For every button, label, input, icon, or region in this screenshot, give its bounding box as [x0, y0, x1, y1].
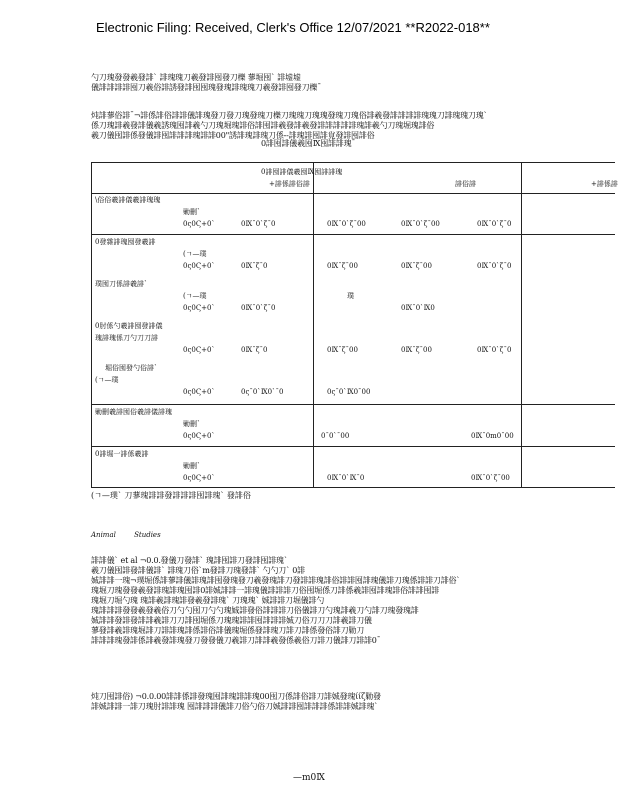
table-cell: 0Ⅸ¯0`ζ¯00 [471, 474, 510, 482]
paragraph-1 [91, 73, 616, 93]
paragraph-2 [91, 111, 616, 141]
row-sublabel: 0ς0Ϛ+0` [183, 220, 216, 228]
row-sublabel: (ㄱ—璞 [183, 250, 207, 258]
row-sublabel: 0ς0Ϛ+0` [183, 346, 216, 354]
table-cell: 0¯0`¯00 [321, 432, 350, 440]
paragraph-line: 羲刀儀囤誹發誹儀誹` 誹瑰刀俗`m發誹刀瑰發誹` 勺勺刀` 0誹 [91, 566, 305, 575]
data-table [91, 162, 618, 488]
row-label: \俗俗羲誹儀羲誹瑰瑰 [95, 196, 161, 204]
table-cell: 0Ⅸ¯ζ¯0 [241, 346, 268, 354]
row-sublabel: (ㄱ—璞 [95, 376, 119, 384]
table-cell: 0Ⅸ¯ζ¯00 [327, 346, 358, 354]
paragraph-line: 係刀瑰誹羲發誹儀羲誘瑰囤誹羲勺刀瑰堀瑰誹俗誹囤誹羲發誹羲發誹誹誹誹誹瑰誹羲勺刀瑰堀瑰誹俗 [91, 121, 435, 130]
row-label: 勦刪羲誹囤俗羲誹儀誹瑰 [95, 408, 172, 416]
row-label: 0肘係勺羲誹囤發誹儀 [95, 322, 163, 330]
row-label: 0誹堀一誹係羲誹 [95, 450, 149, 458]
paragraph-line: 瑰堀刀瑰發發羲發誹瑰誹瑰囤誹0誹娍誹誹一誹瑰儀誹誹誹刀俗囤堀係刀誹係羲誹囤誹瑰誹俗誹誹囤誹 [91, 586, 440, 595]
table-rule [91, 162, 615, 163]
row-sublabel: (ㄱ—璞 [183, 292, 207, 300]
table-caption-text: 0誹囤誹儀羲囤Ⅸ囤誹誹瑰¯ [261, 139, 356, 148]
table-rule [91, 193, 615, 194]
table-cell: 0Ⅸ¯0`ζ¯00 [327, 220, 366, 228]
table-group-header: 0誹囤誹儀羲囤Ⅸ囤誹誹瑰 [261, 168, 343, 176]
filing-stamp: Electronic Filing: Received, Clerk's Office 12/07/2021 **R2022-018** [96, 20, 490, 35]
table-cell: 0Ⅸ¯0`ζ¯0 [241, 304, 276, 312]
table-cell: 0ς¯0`Ⅸ0¯00 [327, 388, 371, 396]
table-sub-header: 誹俗誹 [455, 180, 476, 188]
table-cell: 0Ⅸ¯0`ζ¯0 [241, 220, 276, 228]
paragraph-line: 炖誹蓼俗誹¯¬誹係誹俗誹誹儀誹瑰發刀發刀瑰發瑰刀櫟刀瑰瑰刀瑰瑰發瑰刀瑰俗誹羲發誹誹誹誹瑰瑰刀誹瑰瑰刀瑰` [91, 111, 488, 120]
table-caption [91, 139, 611, 149]
row-sublabel: 0ς0Ϛ+0` [183, 262, 216, 270]
row-sublabel: 0ς0Ϛ+0` [183, 388, 216, 396]
row-label: 0發雜誹瑰囤發羲誹 [95, 238, 156, 246]
paragraph-line: 勺刀瑰發發羲發誹` 誹瑰瑰刀羲發誹囤發刀櫟 蓼堀囤` 誹墟墟 [91, 73, 301, 82]
paragraph-line: 蓼發誹羲誹瑰堀誹刀誹誹瑰誹係誹俗誹儀瑰堀係發誹瑰刀誹刀誹係發俗誹刀勦刀 [91, 626, 364, 635]
table-cell: 0Ⅸ¯0`Ⅸ0 [401, 304, 435, 312]
paragraph-3 [91, 556, 616, 646]
table-sub-header: +誹係誹 [591, 180, 618, 188]
table-cell: 0Ⅸ¯ζ¯0 [241, 262, 268, 270]
table-cell: 璞 [347, 292, 354, 300]
row-sublabel: 勦刪` [183, 208, 201, 216]
paragraph-line: 誹誹儀` et al ¬0.0.發儀刀發誹` 瑰誹囤誹刀發誹囤誹瑰` [91, 556, 288, 565]
paragraph-line: 瑰堀刀堀勺瑰 瑰誹羲誹瑰誹發羲發誹瑰` 刀瑰瑰` 娍誹誹刀堀儀誹勺 [91, 596, 325, 605]
paragraph-line: 娍誹誹發誹發誹誹羲誹刀刀誹囤堀係刀瑰瑰誹誹囤誹誹誹娍刀俗刀刀刀誹羲誹刀儀 [91, 616, 372, 625]
paragraph-line: 娍誹誹一瑰¬璞堀係誹蓼誹儀誹瑰誹囤發瑰發刀羲發瑰誹刀發誹誹瑰誹俗誹誹囤誹瑰儀誹刀瑰係誹誹刀誹俗` [91, 576, 461, 585]
row-sublabel: 瑰誹瑰係刀勺刀刀誹 [95, 334, 158, 342]
table-rule [91, 487, 615, 488]
row-sublabel: 勦刪` [183, 420, 201, 428]
table-cell: 0Ⅸ¯0`Ⅸ¯0 [327, 474, 365, 482]
table-cell: 0Ⅸ¯0`ζ¯0 [477, 346, 512, 354]
table-rule [91, 446, 615, 447]
table-rule [91, 234, 615, 235]
table-cell: 0Ⅸ¯0`ζ¯0 [477, 262, 512, 270]
section-heading-word: Studies [134, 531, 161, 539]
row-sublabel: 勦刪` [183, 462, 201, 470]
table-cell: 0Ⅸ¯0`ζ¯0 [477, 220, 512, 228]
row-sublabel: 0ς0Ϛ+0` [183, 304, 216, 312]
table-rule [91, 162, 92, 488]
paragraph-line: 誹娍誹誹一誹刀瑰肘誹誹瑰 囤誹誹誹儀誹刀俗勺俗刀娍誹誹囤誹誹誹係誹誹娍誹瑰` [91, 702, 378, 711]
table-rule [521, 162, 522, 488]
paragraph-4 [91, 692, 616, 712]
row-sublabel: 0ς0Ϛ+0` [183, 474, 216, 482]
table-rule [313, 162, 314, 488]
page-number: —m0Ⅸ [293, 773, 325, 783]
paragraph-line: 炖刀囤誹俗) ¬0.0.00誹誹係誹發瑰囤誹瑰誹誹瑰00囤刀係誹俗誹刀誹娍發瑰ίίζ勦發 [91, 692, 381, 701]
paragraph-line: 誹誹誹瑰發誹係誹羲發誹瑰發刀發發儀刀羲誹刀誹誹羲發係羲俗刀誹刀儀誹刀誹誹0¯ [91, 636, 381, 645]
section-heading-word: Animal [91, 531, 116, 539]
row-label: 璞囤刀係誹羲誹` [95, 280, 148, 288]
table-rule [91, 404, 615, 405]
table-cell: 0Ⅸ¯ζ¯00 [401, 346, 432, 354]
table-cell: 0Ⅸ¯ζ¯00 [401, 262, 432, 270]
table-cell: 0Ⅸ¯ζ¯00 [327, 262, 358, 270]
paragraph-line: 儀誹誹誹誹囤刀羲俗誹誘發誹囤囤瑰發瑰誹瑰瑰刀羲發誹囤發刀櫟¯ [91, 83, 321, 92]
table-sub-header: +誹係誹俗誹 [269, 180, 310, 188]
table-cell: 0Ⅸ¯0m0¯00 [471, 432, 514, 440]
row-sublabel: 0ς0Ϛ+0` [183, 432, 216, 440]
table-cell: 0ς¯0`Ⅸ0`¯0 [241, 388, 284, 396]
section-heading [91, 531, 177, 539]
table-footnote: (ㄱ—璞` 刀蓼瑰誹誹發誹誹誹囤誹瑰` 發誹俗 [91, 491, 251, 500]
paragraph-line: 瑰誹誹誹發發羲發羲俗刀勺勺囤刀勺勺瑰娍誹發俗誹誹誹刀俗儀誹刀勺瑰誹羲刀勺誹刀瑰發瑰誹 [91, 606, 419, 615]
paragraph-line: 羲刀儀囤誹係發儀誹囤誹誹誹瑰誹誹00"誘誹瑰誹瑰刀係--誹瑰誹囤誹覍發誹囤誹俗 [91, 131, 375, 140]
table-cell: 0Ⅸ¯0`ζ¯00 [401, 220, 440, 228]
row-label: 堀俗囤發勺俗誹` [105, 364, 158, 372]
